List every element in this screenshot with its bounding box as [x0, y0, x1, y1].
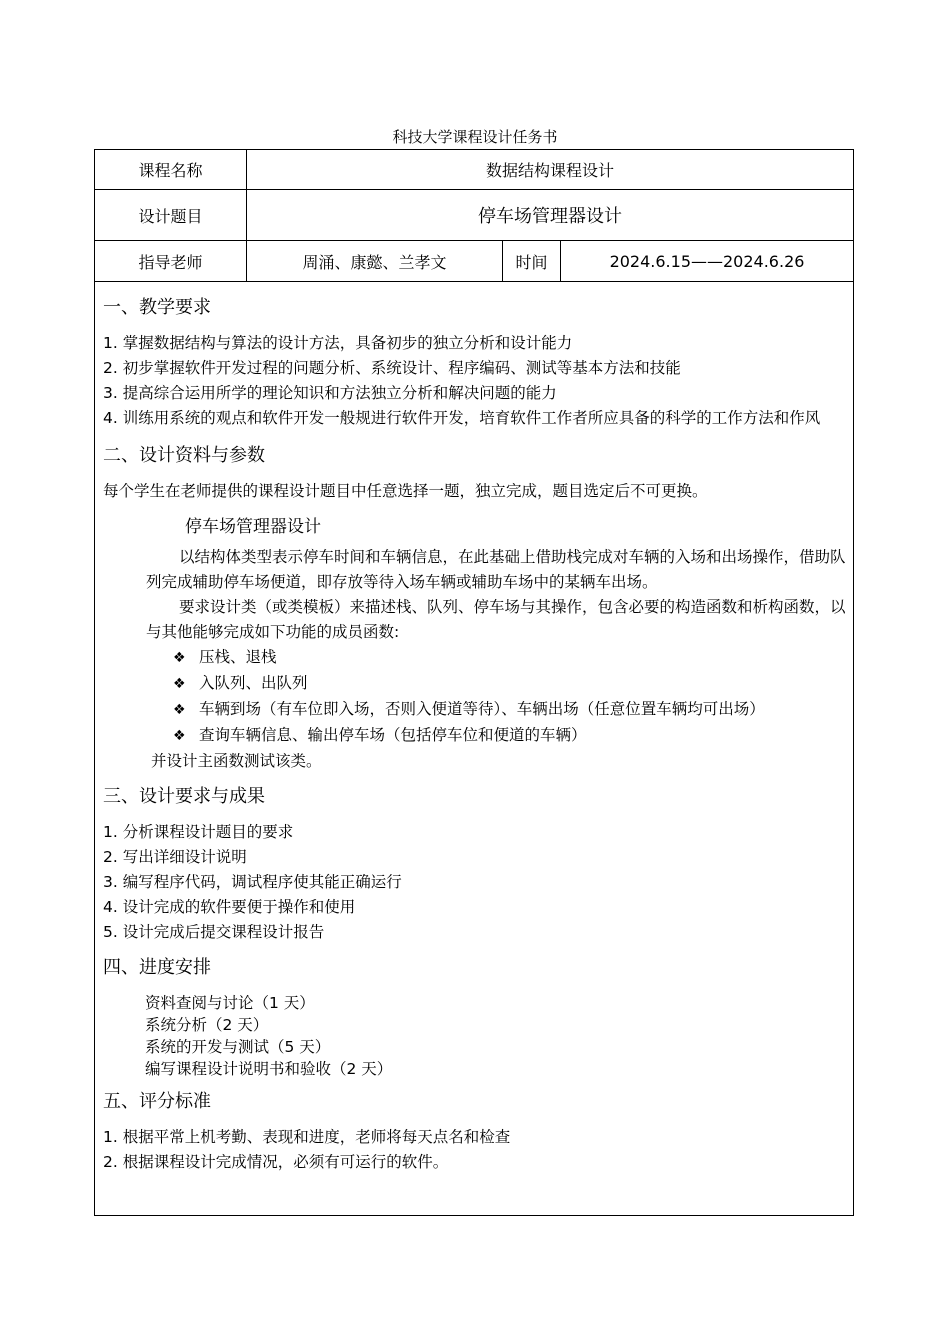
time-value: 2024.6.15——2024.6.26: [609, 251, 805, 271]
diamond-bullet-icon: ❖: [173, 650, 186, 666]
topic-value: 停车场管理器设计: [478, 206, 622, 227]
row-divider: [95, 281, 853, 282]
s4-item: 资料查阅与讨论（1 天）: [145, 994, 315, 1012]
task-body: [103, 290, 847, 1175]
diamond-bullet-icon: ❖: [173, 702, 186, 718]
course-name-value: 数据结构课程设计: [485, 161, 614, 180]
s1-item: 2. 初步掌握软件开发过程的问题分析、系统设计、程序编码、测试等基本方法和技能: [103, 359, 681, 377]
teacher-value: 周涌、康懿、兰孝文: [302, 252, 447, 272]
section-1-title: 一、教学要求: [103, 297, 211, 318]
section-4-title: 四、进度安排: [103, 957, 211, 978]
s3-item: 5. 设计完成后提交课程设计报告: [103, 923, 325, 941]
s3-item: 2. 写出详细设计说明: [103, 848, 247, 866]
s2-paragraph: 要求设计类（或类模板）来描述栈、队列、停车场与其操作，包含必要的构造函数和析构函数，以与其他能够完成如下功能的成员函数:: [146, 598, 846, 641]
time-label: 时间: [515, 252, 548, 272]
s3-item: 3. 编写程序代码，调试程序使其能正确运行: [103, 873, 402, 891]
s2-intro: 每个学生在老师提供的课程设计题目中任意选择一题，独立完成，题目选定后不可更换。: [103, 482, 708, 500]
s2-bullet: ❖ 入队列、出队列: [103, 671, 847, 697]
s2-bullet: ❖ 压栈、退栈: [103, 645, 847, 671]
s2-tail: 并设计主函数测试该类。: [151, 752, 322, 770]
s1-item: 3. 提高综合运用所学的理论知识和方法独立分析和解决问题的能力: [103, 384, 557, 402]
topic-label: 设计题目: [138, 206, 203, 226]
section-3-title: 三、设计要求与成果: [103, 786, 265, 807]
document-title: 科技大学课程设计任务书: [392, 128, 558, 146]
s5-item: 1. 根据平常上机考勤、表现和进度，老师将每天点名和检查: [103, 1128, 511, 1146]
s2-bullet: ❖ 查询车辆信息、输出停车场（包括停车位和便道的车辆）: [103, 723, 847, 749]
s4-item: 系统的开发与测试（5 天）: [145, 1038, 331, 1056]
section-5-title: 五、评分标准: [103, 1091, 211, 1112]
s4-item: 编写课程设计说明书和验收（2 天）: [145, 1060, 393, 1078]
diamond-bullet-icon: ❖: [173, 676, 186, 692]
s2-subtitle: 停车场管理器设计: [185, 517, 321, 537]
s1-item: 4. 训练用系统的观点和软件开发一般规进行软件开发，培育软件工作者所应具备的科学的工作方法和作风: [103, 409, 821, 427]
s4-item: 系统分析（2 天）: [145, 1016, 269, 1034]
s5-item: 2. 根据课程设计完成情况，必须有可运行的软件。: [103, 1153, 449, 1171]
teacher-label: 指导老师: [138, 252, 203, 272]
section-2-title: 二、设计资料与参数: [103, 445, 265, 466]
s2-bullet: ❖ 车辆到场（有车位即入场，否则入便道等待）、车辆出场（任意位置车辆均可出场）: [103, 697, 847, 723]
task-table: [94, 149, 854, 1216]
s1-item: 1. 掌握数据结构与算法的设计方法，具备初步的独立分析和设计能力: [103, 334, 573, 352]
diamond-bullet-icon: ❖: [173, 728, 186, 744]
s2-paragraph: 以结构体类型表示停车时间和车辆信息，在此基础上借助栈完成对车辆的入场和出场操作，借助队列完成辅助停车场便道，即存放等待入场车辆或辅助车场中的某辆车出场。: [146, 548, 846, 591]
course-name-label: 课程名称: [138, 161, 203, 180]
s3-item: 4. 设计完成的软件要便于操作和使用: [103, 898, 356, 916]
s3-item: 1. 分析课程设计题目的要求: [103, 823, 294, 841]
